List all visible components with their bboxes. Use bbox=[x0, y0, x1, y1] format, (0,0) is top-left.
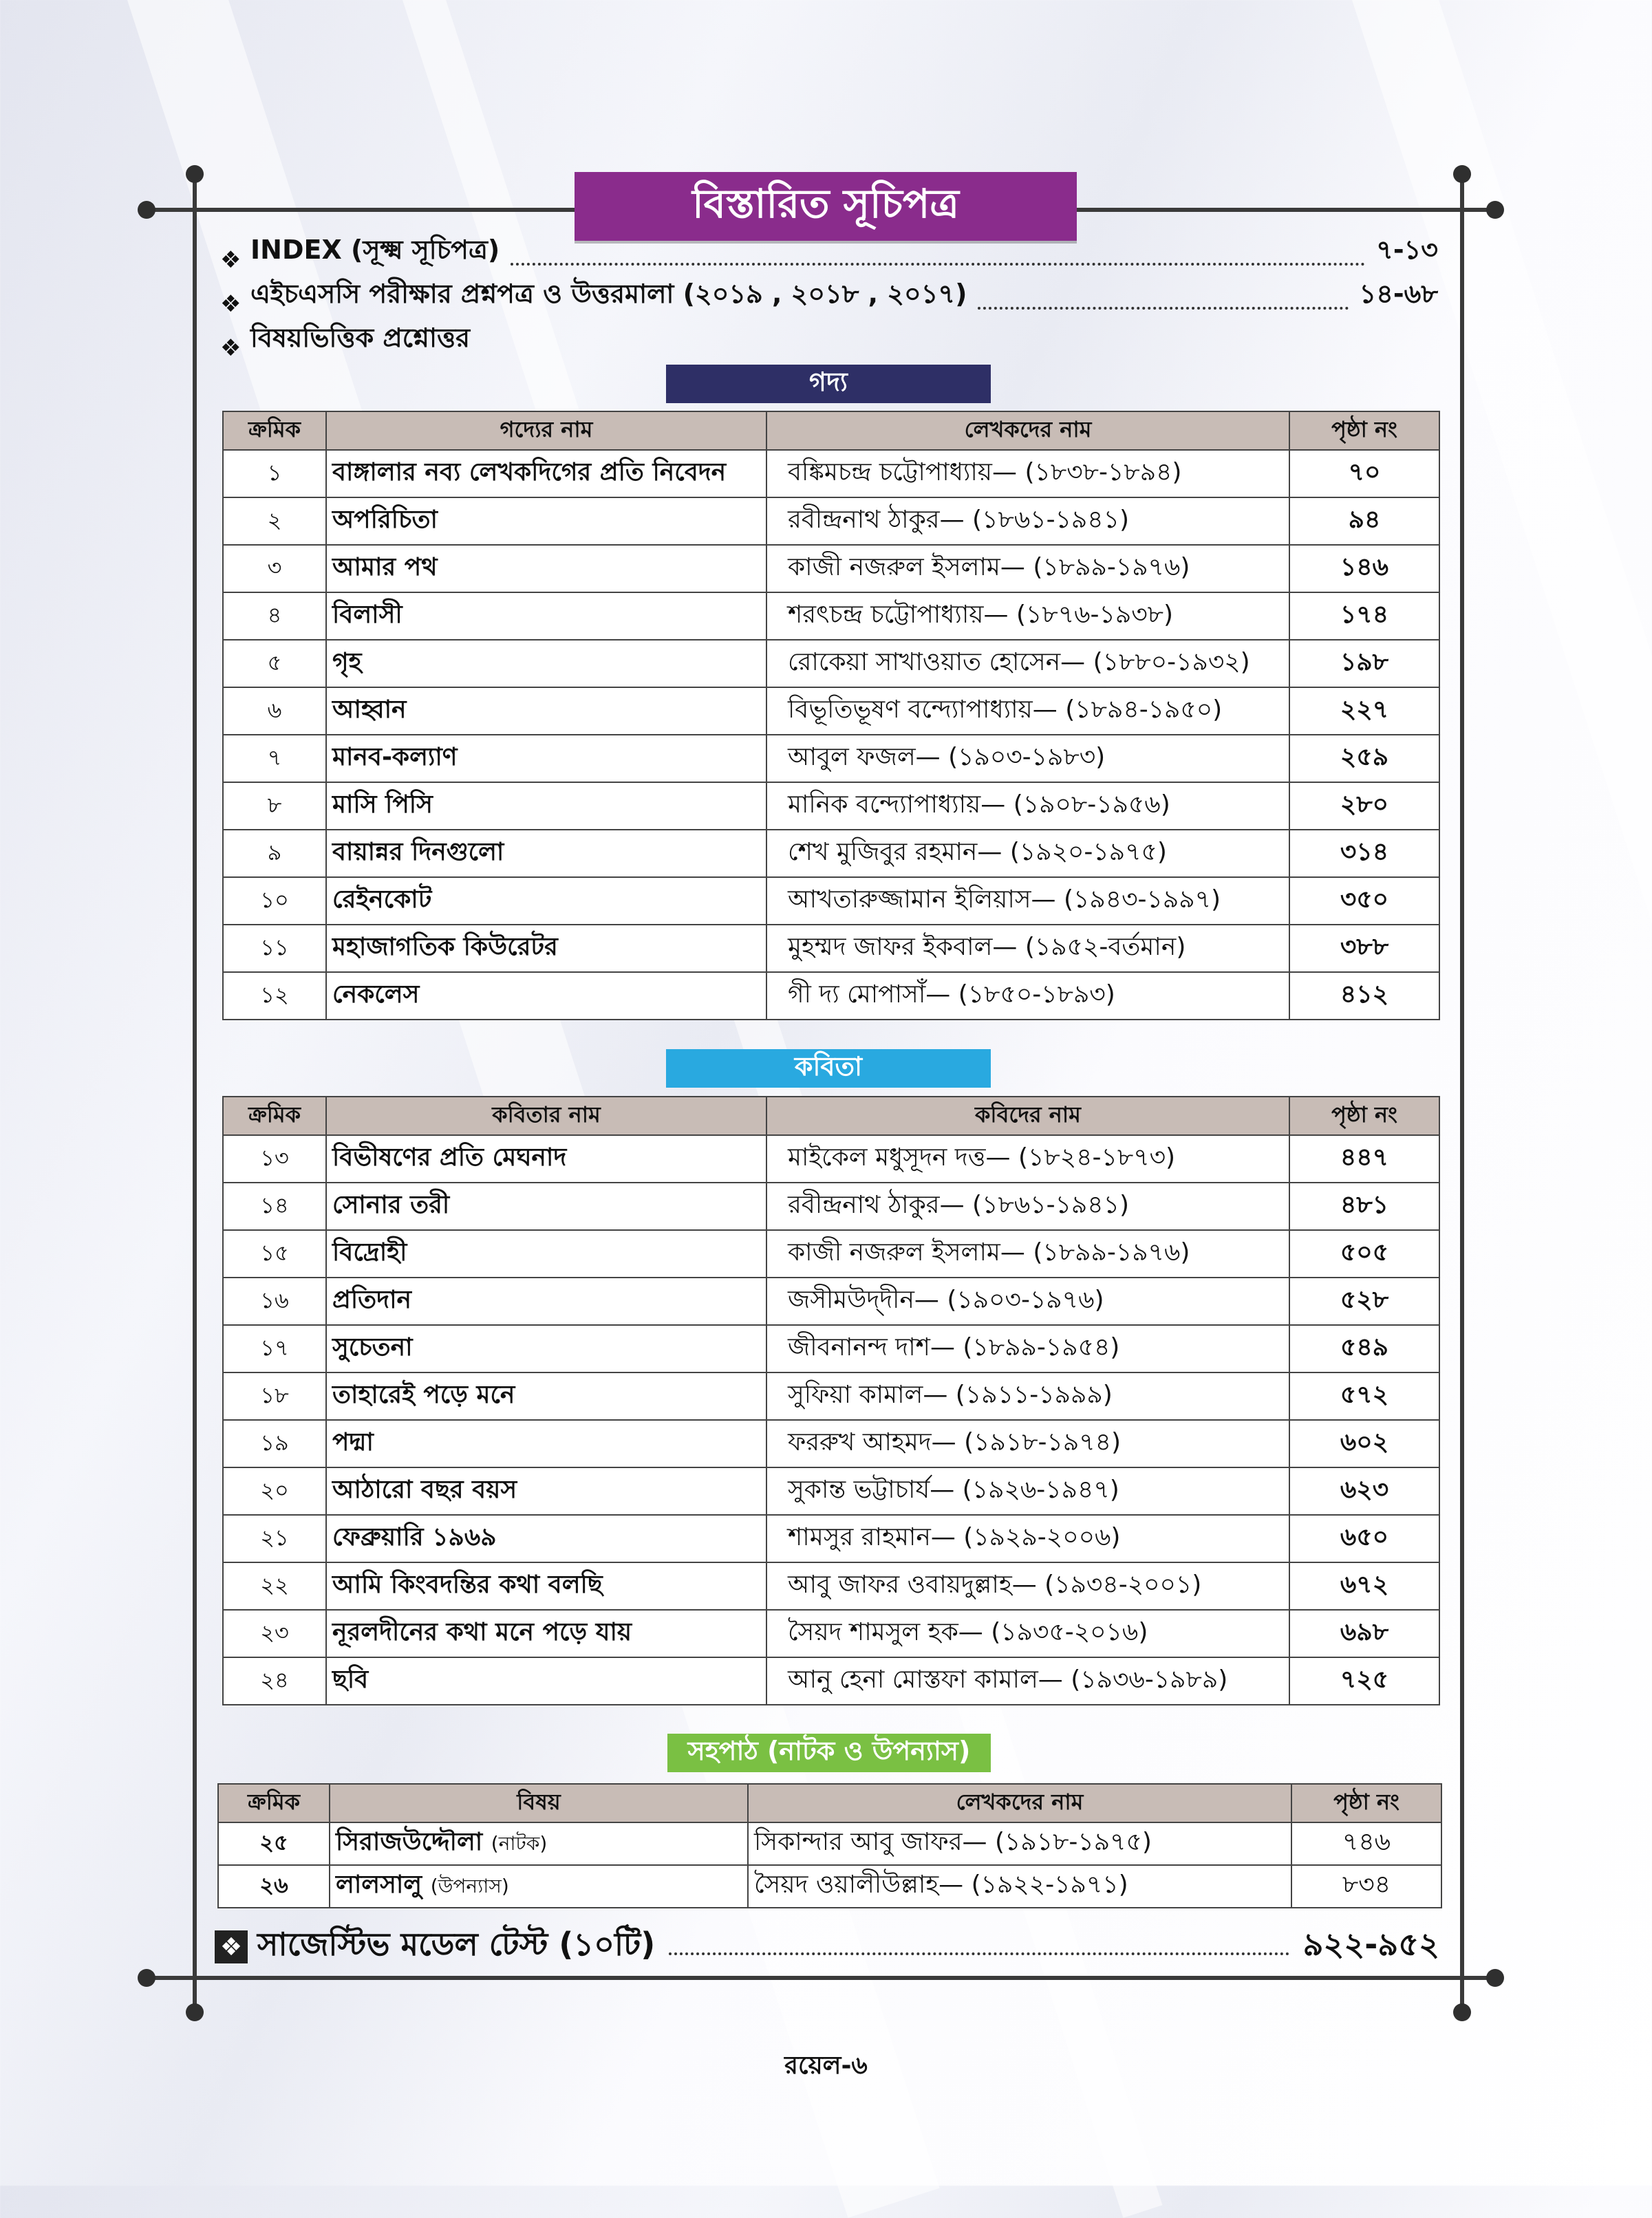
cell-title: নেকলেস bbox=[326, 972, 766, 1020]
poetry-table-body bbox=[223, 1135, 1439, 1705]
index-row[interactable] bbox=[220, 235, 1438, 274]
cell-serial: ২০ bbox=[223, 1467, 326, 1515]
cell-serial: ২৬ bbox=[218, 1865, 330, 1908]
cell-author: মানিক বন্দ্যোপাধ্যায়— (১৯০৮-১৯৫৬) bbox=[766, 782, 1289, 830]
table-row[interactable] bbox=[223, 830, 1439, 877]
cell-page: ৪৪৭ bbox=[1289, 1135, 1439, 1183]
cell-author: জসীমউদ্‌দীন— (১৯০৩-১৯৭৬) bbox=[766, 1278, 1289, 1325]
table-row[interactable] bbox=[223, 640, 1439, 687]
table-row[interactable] bbox=[223, 1183, 1439, 1230]
cell-page: ২৫৯ bbox=[1289, 735, 1439, 782]
poetry-table bbox=[222, 1096, 1440, 1705]
table-row[interactable] bbox=[223, 1610, 1439, 1657]
table-row[interactable] bbox=[223, 1467, 1439, 1515]
cell-author: মাইকেল মধুসূদন দত্ত— (১৮২৪-১৮৭৩) bbox=[766, 1135, 1289, 1183]
index-row-label: INDEX (সূক্ষ্ম সূচিপত্র) bbox=[250, 235, 500, 265]
cell-author: রবীন্দ্রনাথ ঠাকুর— (১৮৬১-১৯৪১) bbox=[766, 497, 1289, 545]
cell-page: ৫৪৯ bbox=[1289, 1325, 1439, 1372]
page-footer: রয়েল-৬ bbox=[784, 2052, 868, 2080]
index-row-label: এইচএসসি পরীক্ষার প্রশ্নপত্র ও উত্তরমালা (২০১৯ , ২০১৮ , ২০১৭) bbox=[250, 279, 967, 309]
cell-author: মুহম্মদ জাফর ইকবাল— (১৯৫২-বর্তমান) bbox=[766, 925, 1289, 972]
cell-page: ৩১৪ bbox=[1289, 830, 1439, 877]
table-row[interactable] bbox=[223, 1325, 1439, 1372]
frame-corner-dot bbox=[138, 201, 155, 219]
cell-author: শামসুর রাহমান— (১৯২৯-২০০৬) bbox=[766, 1515, 1289, 1562]
cell-serial: ২১ bbox=[223, 1515, 326, 1562]
cell-title: আঠারো বছর বয়স bbox=[326, 1467, 766, 1515]
prose-table bbox=[222, 411, 1440, 1020]
cell-title: আমি কিংবদন্তির কথা বলছি bbox=[326, 1562, 766, 1610]
cell-serial: ১২ bbox=[223, 972, 326, 1020]
col-header-title: গদ্যের নাম bbox=[326, 411, 766, 450]
cell-serial: ১০ bbox=[223, 877, 326, 925]
cell-subject bbox=[330, 1865, 748, 1908]
cell-title: প্রতিদান bbox=[326, 1278, 766, 1325]
cell-serial: ১৭ bbox=[223, 1325, 326, 1372]
table-row[interactable] bbox=[223, 1135, 1439, 1183]
dotted-leader bbox=[511, 263, 1365, 266]
cell-page: ৬৭২ bbox=[1289, 1562, 1439, 1610]
cell-subject-title: লালসালু bbox=[336, 1871, 422, 1899]
diamond-bullet-icon: ❖ bbox=[220, 246, 242, 274]
cell-serial: ২ bbox=[223, 497, 326, 545]
cell-author: আবুল ফজল— (১৯০৩-১৯৮৩) bbox=[766, 735, 1289, 782]
col-header-serial: ক্রমিক bbox=[218, 1784, 330, 1822]
cell-title: তাহারেই পড়ে মনে bbox=[326, 1372, 766, 1420]
cell-serial: ১৮ bbox=[223, 1372, 326, 1420]
cell-title: ফেব্রুয়ারি ১৯৬৯ bbox=[326, 1515, 766, 1562]
cell-serial: ১ bbox=[223, 450, 326, 497]
cell-title: বিভীষণের প্রতি মেঘনাদ bbox=[326, 1135, 766, 1183]
cell-author: জীবনানন্দ দাশ— (১৮৯৯-১৯৫৪) bbox=[766, 1325, 1289, 1372]
cell-title: পদ্মা bbox=[326, 1420, 766, 1467]
table-row[interactable] bbox=[223, 1372, 1439, 1420]
cell-serial: ১৯ bbox=[223, 1420, 326, 1467]
cell-title: সোনার তরী bbox=[326, 1183, 766, 1230]
table-row[interactable] bbox=[223, 1562, 1439, 1610]
frame-corner-dot bbox=[138, 1969, 155, 1987]
table-header-row bbox=[223, 411, 1439, 450]
cell-serial: ৬ bbox=[223, 687, 326, 735]
cell-serial: ৪ bbox=[223, 592, 326, 640]
cell-serial: ১৩ bbox=[223, 1135, 326, 1183]
col-header-page: পৃষ্ঠা নং bbox=[1291, 1784, 1441, 1822]
section-title-cotext: সহপাঠ (নাটক ও উপন্যাস) bbox=[667, 1734, 991, 1772]
cell-serial: ১৫ bbox=[223, 1230, 326, 1278]
cell-author: বঙ্কিমচন্দ্র চট্টোপাধ্যায়— (১৮৩৮-১৮৯৪) bbox=[766, 450, 1289, 497]
cell-page: ৪৮১ bbox=[1289, 1183, 1439, 1230]
cell-title: মাসি পিসি bbox=[326, 782, 766, 830]
cell-author: গী দ্য মোপাসাঁ— (১৮৫০-১৮৯৩) bbox=[766, 972, 1289, 1020]
col-header-serial: ক্রমিক bbox=[223, 411, 326, 450]
table-row[interactable] bbox=[223, 1657, 1439, 1705]
cell-page: ৫৭২ bbox=[1289, 1372, 1439, 1420]
table-header-row bbox=[223, 1097, 1439, 1135]
cell-serial: ২৪ bbox=[223, 1657, 326, 1705]
cotext-table bbox=[217, 1783, 1442, 1908]
index-row[interactable] bbox=[220, 279, 1438, 318]
cell-title: ছবি bbox=[326, 1657, 766, 1705]
dotted-leader bbox=[669, 1952, 1289, 1955]
cell-subject-title: সিরাজউদ্দৌলা bbox=[336, 1828, 483, 1856]
cell-title: মানব-কল্যাণ bbox=[326, 735, 766, 782]
table-row[interactable] bbox=[223, 1230, 1439, 1278]
section-title-prose: গদ্য bbox=[666, 365, 991, 403]
page-title: বিস্তারিত সূচিপত্র bbox=[575, 172, 1077, 241]
col-header-page: পৃষ্ঠা নং bbox=[1289, 1097, 1439, 1135]
cell-page: ৩৮৮ bbox=[1289, 925, 1439, 972]
cell-page: ৭৪৬ bbox=[1291, 1822, 1441, 1865]
cell-title: অপরিচিতা bbox=[326, 497, 766, 545]
cell-author: সিকান্দার আবু জাফর— (১৯১৮-১৯৭৫) bbox=[748, 1822, 1291, 1865]
index-row-pages: ৭-১৩ bbox=[1376, 235, 1438, 265]
section-title-poetry: কবিতা bbox=[666, 1049, 991, 1088]
suggestive-pages: ৯২২-৯৫২ bbox=[1302, 1926, 1439, 1963]
frame-corner-dot bbox=[1486, 201, 1504, 219]
table-row[interactable] bbox=[218, 1865, 1441, 1908]
cell-title: গৃহ bbox=[326, 640, 766, 687]
table-row[interactable] bbox=[223, 925, 1439, 972]
cell-title: রেইনকোট bbox=[326, 877, 766, 925]
frame-left-line bbox=[193, 173, 197, 2017]
cell-title: বিদ্রোহী bbox=[326, 1230, 766, 1278]
cell-author: সৈয়দ শামসুল হক— (১৯৩৫-২০১৬) bbox=[766, 1610, 1289, 1657]
cell-page: ৭০ bbox=[1289, 450, 1439, 497]
cell-author: আবু জাফর ওবায়দুল্লাহ— (১৯৩৪-২০০১) bbox=[766, 1562, 1289, 1610]
frame-corner-dot bbox=[186, 165, 204, 183]
index-row-label: বিষয়ভিত্তিক প্রশ্নোত্তর bbox=[250, 323, 471, 353]
suggestive-test-row[interactable] bbox=[215, 1923, 1439, 1971]
diamond-bullet-icon: ❖ bbox=[220, 334, 242, 362]
cell-serial: ১৬ bbox=[223, 1278, 326, 1325]
index-row-pages: ১৪-৬৮ bbox=[1359, 279, 1438, 309]
cell-page: ২২৭ bbox=[1289, 687, 1439, 735]
col-header-title: কবিতার নাম bbox=[326, 1097, 766, 1135]
cell-serial: ৫ bbox=[223, 640, 326, 687]
cell-page: ৪১২ bbox=[1289, 972, 1439, 1020]
cell-title: মহাজাগতিক কিউরেটর bbox=[326, 925, 766, 972]
table-row[interactable] bbox=[218, 1822, 1441, 1865]
table-row[interactable] bbox=[223, 782, 1439, 830]
cell-page: ৩৫০ bbox=[1289, 877, 1439, 925]
cell-subject-note: (নাটক) bbox=[491, 1832, 548, 1855]
table-row[interactable] bbox=[223, 735, 1439, 782]
cell-page: ২৮০ bbox=[1289, 782, 1439, 830]
index-row bbox=[220, 323, 1438, 362]
cell-author: সৈয়দ ওয়ালীউল্লাহ— (১৯২২-১৯৭১) bbox=[748, 1865, 1291, 1908]
cell-serial: ৯ bbox=[223, 830, 326, 877]
cell-page: ৬০২ bbox=[1289, 1420, 1439, 1467]
cell-author: রবীন্দ্রনাথ ঠাকুর— (১৮৬১-১৯৪১) bbox=[766, 1183, 1289, 1230]
cell-title: আহ্বান bbox=[326, 687, 766, 735]
cell-author: আখতারুজ্জামান ইলিয়াস— (১৯৪৩-১৯৯৭) bbox=[766, 877, 1289, 925]
cell-title: সুচেতনা bbox=[326, 1325, 766, 1372]
cell-serial: ২৫ bbox=[218, 1822, 330, 1865]
diamond-bullet-icon: ❖ bbox=[220, 290, 242, 318]
cell-serial: ২৩ bbox=[223, 1610, 326, 1657]
cell-subject-note: (উপন্যাস) bbox=[430, 1875, 509, 1897]
cell-title: বাঙ্গালার নব্য লেখকদিগের প্রতি নিবেদন bbox=[326, 450, 766, 497]
col-header-page: পৃষ্ঠা নং bbox=[1289, 411, 1439, 450]
cell-title: আমার পথ bbox=[326, 545, 766, 592]
cell-page: ১৭৪ bbox=[1289, 592, 1439, 640]
col-header-subject: বিষয় bbox=[330, 1784, 748, 1822]
cell-subject bbox=[330, 1822, 748, 1865]
frame-right-line bbox=[1460, 173, 1464, 2017]
cell-author: শরৎচন্দ্র চট্টোপাধ্যায়— (১৮৭৬-১৯৩৮) bbox=[766, 592, 1289, 640]
col-header-author: লেখকদের নাম bbox=[748, 1784, 1291, 1822]
cell-page: ৫২৮ bbox=[1289, 1278, 1439, 1325]
table-row[interactable] bbox=[223, 1278, 1439, 1325]
dotted-leader bbox=[978, 307, 1348, 310]
cell-author: বিভূতিভূষণ বন্দ্যোপাধ্যায়— (১৮৯৪-১৯৫০) bbox=[766, 687, 1289, 735]
cell-author: সুফিয়া কামাল— (১৯১১-১৯৯৯) bbox=[766, 1372, 1289, 1420]
cell-author: আনু হেনা মোস্তফা কামাল— (১৯৩৬-১৯৮৯) bbox=[766, 1657, 1289, 1705]
frame-bottom-line bbox=[144, 1976, 1500, 1980]
table-row[interactable] bbox=[223, 1515, 1439, 1562]
cell-title: নূরলদীনের কথা মনে পড়ে যায় bbox=[326, 1610, 766, 1657]
cell-title: বায়ান্নর দিনগুলো bbox=[326, 830, 766, 877]
cell-serial: ৭ bbox=[223, 735, 326, 782]
cell-page: ৬৫০ bbox=[1289, 1515, 1439, 1562]
col-header-author: লেখকদের নাম bbox=[766, 411, 1289, 450]
cell-serial: ২২ bbox=[223, 1562, 326, 1610]
cell-serial: ৮ bbox=[223, 782, 326, 830]
frame-corner-dot bbox=[1453, 165, 1471, 183]
cell-title: বিলাসী bbox=[326, 592, 766, 640]
suggestive-label: সাজেস্টিভ মডেল টেস্ট (১০টি) bbox=[257, 1926, 656, 1963]
table-row[interactable] bbox=[223, 497, 1439, 545]
table-row[interactable] bbox=[223, 545, 1439, 592]
frame-corner-dot bbox=[1486, 1969, 1504, 1987]
table-row[interactable] bbox=[223, 592, 1439, 640]
cell-serial: ৩ bbox=[223, 545, 326, 592]
cell-serial: ১৪ bbox=[223, 1183, 326, 1230]
cell-author: শেখ মুজিবুর রহমান— (১৯২০-১৯৭৫) bbox=[766, 830, 1289, 877]
cell-page: ৭২৫ bbox=[1289, 1657, 1439, 1705]
cell-author: কাজী নজরুল ইসলাম— (১৮৯৯-১৯৭৬) bbox=[766, 545, 1289, 592]
cell-author: রোকেয়া সাখাওয়াত হোসেন— (১৮৮০-১৯৩২) bbox=[766, 640, 1289, 687]
cell-author: সুকান্ত ভট্টাচার্য— (১৯২৬-১৯৪৭) bbox=[766, 1467, 1289, 1515]
cell-author: ফররুখ আহমদ— (১৯১৮-১৯৭৪) bbox=[766, 1420, 1289, 1467]
cell-serial: ১১ bbox=[223, 925, 326, 972]
table-row[interactable] bbox=[223, 972, 1439, 1020]
col-header-serial: ক্রমিক bbox=[223, 1097, 326, 1135]
diamond-box-icon: ❖ bbox=[215, 1930, 248, 1963]
prose-table-body bbox=[223, 450, 1439, 1020]
frame-corner-dot bbox=[186, 2003, 204, 2021]
cell-page: ৬২৩ bbox=[1289, 1467, 1439, 1515]
table-row[interactable] bbox=[223, 687, 1439, 735]
cell-page: ৮৩৪ bbox=[1291, 1865, 1441, 1908]
cell-page: ৫০৫ bbox=[1289, 1230, 1439, 1278]
table-row[interactable] bbox=[223, 877, 1439, 925]
cell-page: ১৪৬ bbox=[1289, 545, 1439, 592]
col-header-poet: কবিদের নাম bbox=[766, 1097, 1289, 1135]
cell-page: ১৯৮ bbox=[1289, 640, 1439, 687]
frame-corner-dot bbox=[1453, 2003, 1471, 2021]
table-header-row bbox=[218, 1784, 1441, 1822]
cell-author: কাজী নজরুল ইসলাম— (১৮৯৯-১৯৭৬) bbox=[766, 1230, 1289, 1278]
table-row[interactable] bbox=[223, 1420, 1439, 1467]
cotext-table-body bbox=[218, 1822, 1441, 1908]
cell-page: ৬৯৮ bbox=[1289, 1610, 1439, 1657]
cell-page: ৯৪ bbox=[1289, 497, 1439, 545]
table-row[interactable] bbox=[223, 450, 1439, 497]
